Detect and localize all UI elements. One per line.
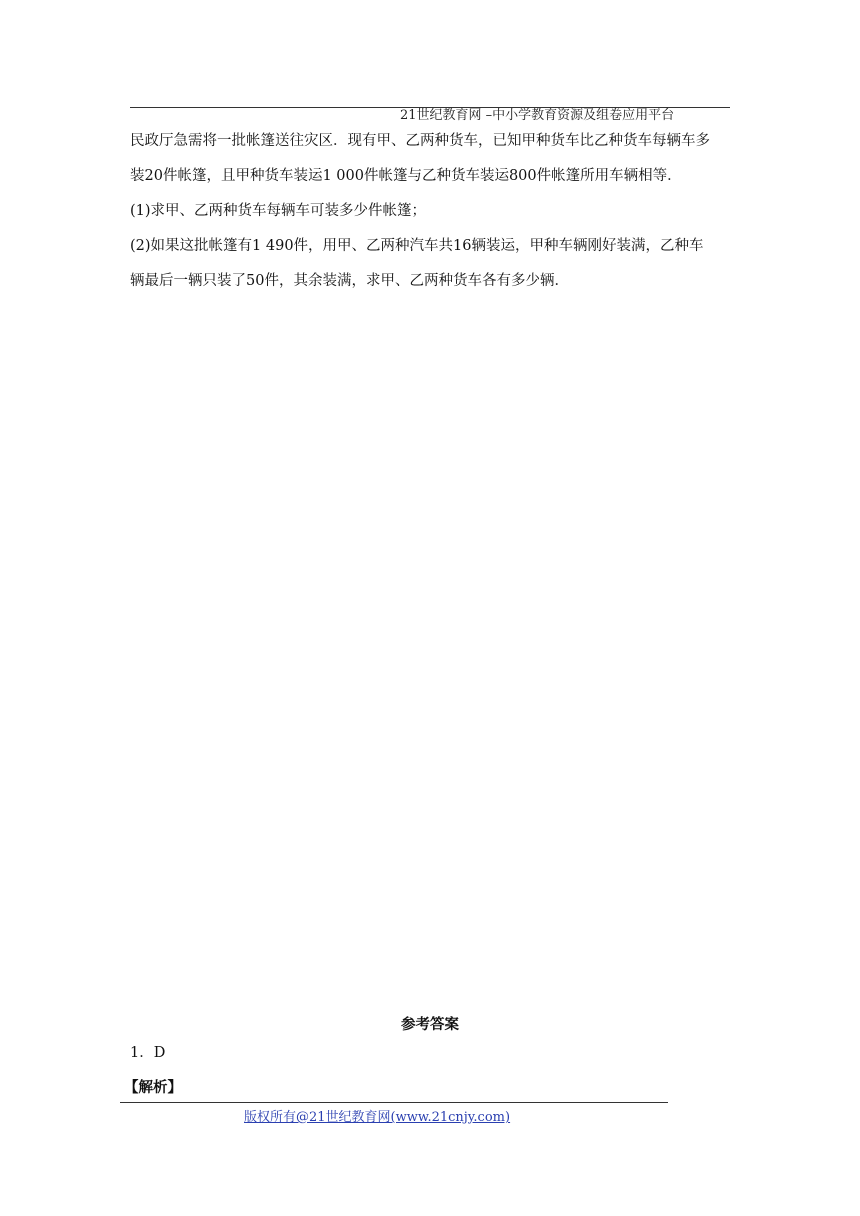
question-part-1: (1)求甲、乙两种货车每辆车可装多少件帐篷； [130, 203, 427, 219]
header-site-text: 21世纪教育网 –中小学教育资源及组卷应用平台 [400, 108, 675, 123]
footer-rule [120, 1102, 668, 1103]
answer-section-title: 参考答案 [401, 1016, 459, 1033]
question-stem-line-2: 装20件帐篷，且甲种货车装运1 000件帐篷与乙种货车装运800件帐篷所用车辆相等． [130, 168, 682, 184]
answer-item-1: 1．D [130, 1045, 166, 1061]
question-stem-line-1: 民政厅急需将一批帐篷送往灾区．现有甲、乙两种货车，已知甲种货车比乙种货车每辆车多 [130, 133, 710, 149]
question-body [130, 124, 730, 299]
question-part-2-line-1: (2)如果这批帐篷有1 490件，用甲、乙两种汽车共16辆装运，甲种车辆刚好装满，乙种车 [130, 238, 704, 254]
footer-copyright-link[interactable]: 版权所有@21世纪教育网(www.21cnjy.com) [244, 1110, 511, 1125]
question-part-2-line-2: 辆最后一辆只装了50件，其余装满，求甲、乙两种货车各有多少辆． [130, 273, 569, 289]
analysis-label: 【解析】 [124, 1079, 182, 1096]
